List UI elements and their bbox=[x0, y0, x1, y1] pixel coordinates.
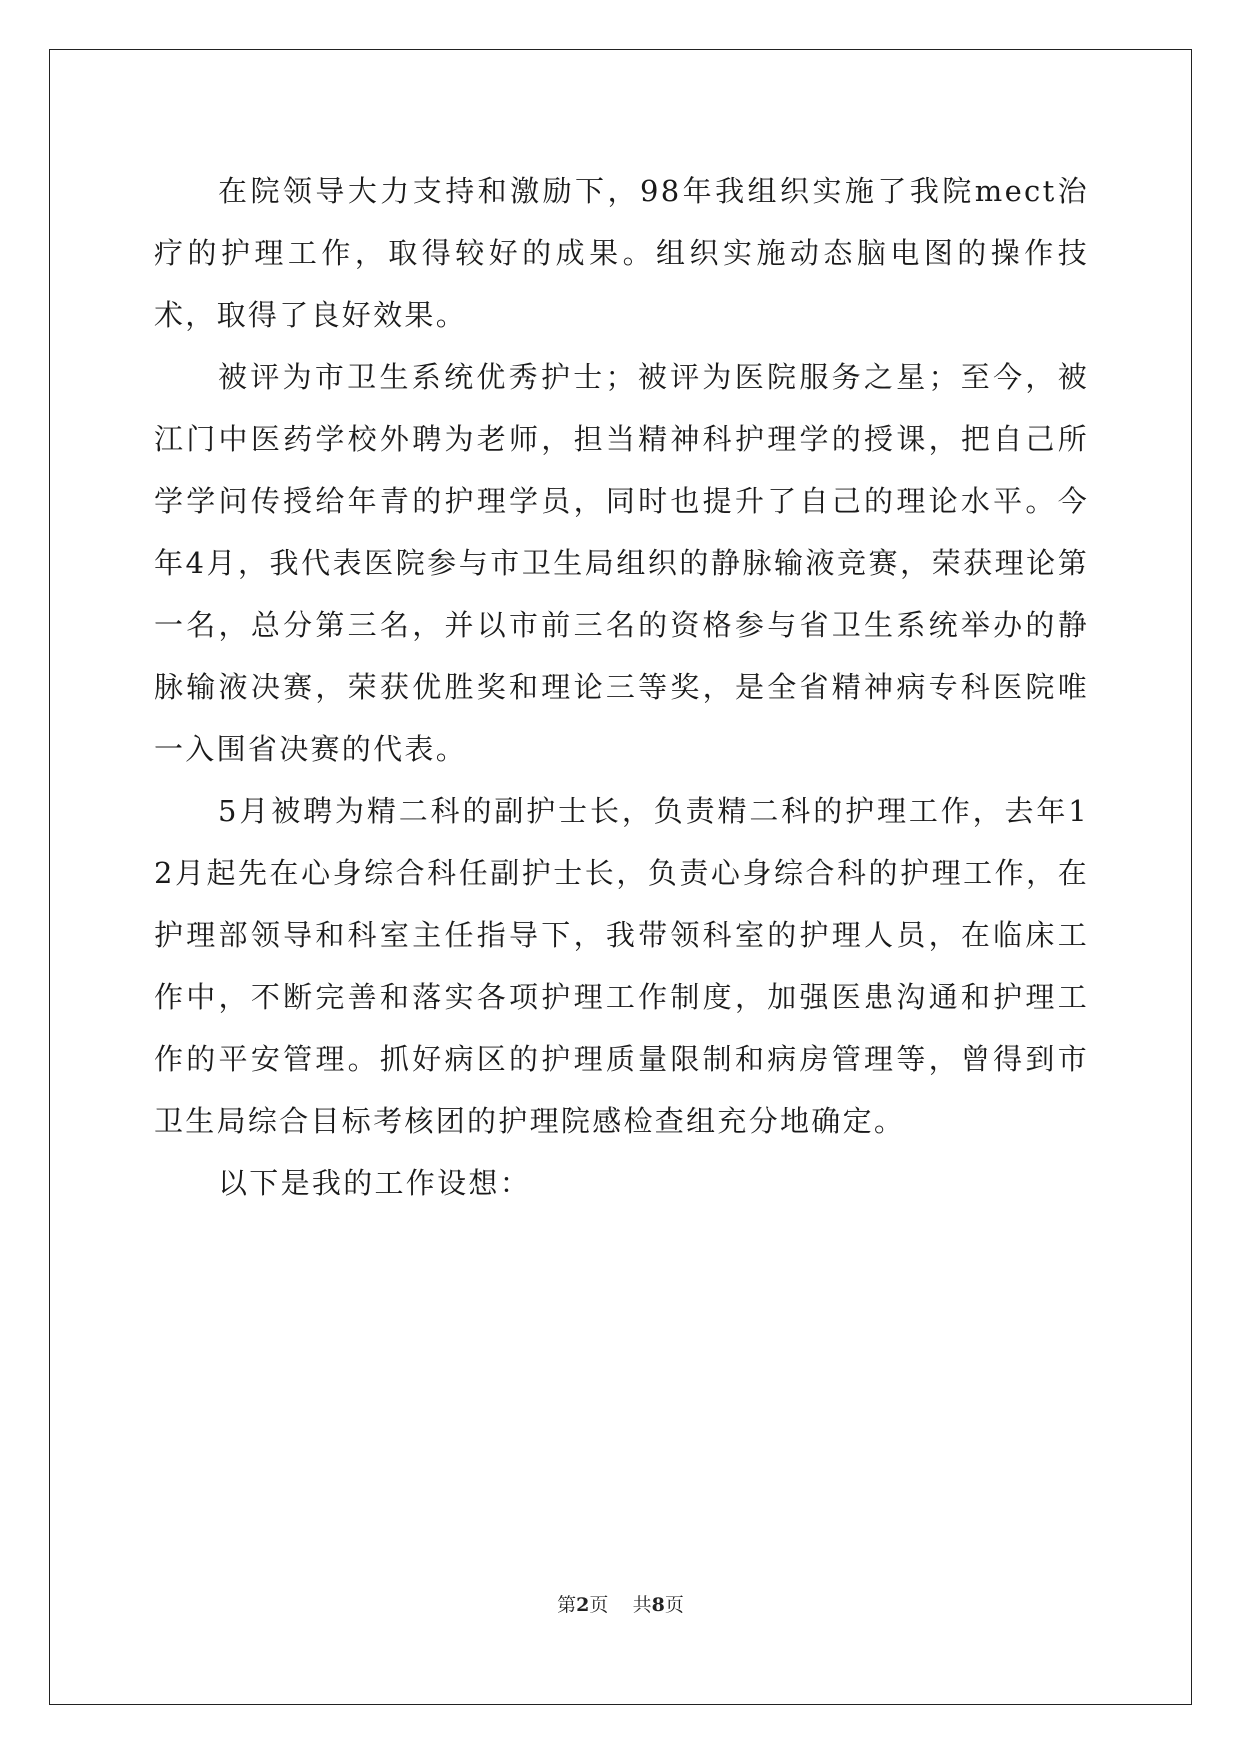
page-prefix: 第 bbox=[557, 1594, 577, 1616]
page-suffix: 页 bbox=[589, 1594, 609, 1616]
paragraph-1: 在院领导大力支持和激励下，98年我组织实施了我院mect治疗的护理工作，取得较好的成果。组织实施动态脑电图的操作技术，取得了良好效果。 bbox=[154, 174, 1089, 332]
total-prefix: 共 bbox=[632, 1594, 652, 1616]
paragraph-2: 被评为市卫生系统优秀护士；被评为医院服务之星；至今，被江门中医药学校外聘为老师，担当精神科护理学的授课，把自己所学学问传授给年青的护理学员，同时也提升了自己的理论水平。今年4月，我代表医院参与市卫生局组织的静脉输液竞赛，荣获理论第一名，总分第三名，并以市前三名的资格参与省卫生系统举办的静脉输液决赛，荣获优胜奖和理论三等奖，是全省精神病专科医院唯一入围省决赛的代表。 bbox=[154, 360, 1089, 766]
paragraph-4: 以下是我的工作设想： bbox=[218, 1166, 532, 1200]
page-footer bbox=[0, 1590, 1241, 1617]
total-suffix: 页 bbox=[664, 1594, 684, 1616]
document-body bbox=[154, 160, 1089, 1214]
paragraph-3: 5月被聘为精二科的副护士长，负责精二科的护理工作，去年12月起先在心身综合科任副护士长，负责心身综合科的护理工作，在护理部领导和科室主任指导下，我带领科室的护理人员，在临床工作中，不断完善和落实各项护理工作制度，加强医患沟通和护理工作的平安管理。抓好病区的护理质量限制和病房管理等，曾得到市卫生局综合目标考核团的护理院感检查组充分地确定。 bbox=[154, 794, 1089, 1138]
page-total: 8 bbox=[651, 1594, 665, 1616]
page-current: 2 bbox=[576, 1594, 590, 1616]
